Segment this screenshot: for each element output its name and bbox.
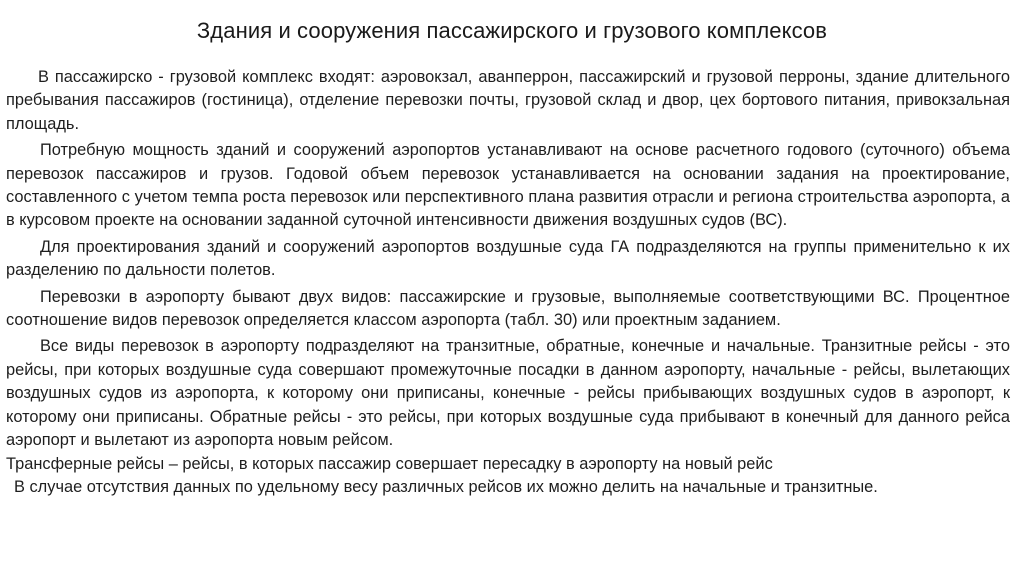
paragraph-aircraft-groups: Для проектирования зданий и сооружений аэропортов воздушные суда ГА подразделяются на группы применительно к их разделению по дальности полетов. (6, 237, 1010, 280)
paragraph-transfer-flights: Трансферные рейсы – рейсы, в которых пассажир совершает пересадку в аэропорту на новый рейс (6, 454, 773, 473)
paragraph-capacity: Потребную мощность зданий и сооружений аэропортов устанавливают на основе расчетного годового (суточного) объема перевозок пассажиров и грузов. Годовой объем перевозок устанавливается на основании задания на проектирование, составленного с учетом темпа роста перевозок или перспективного плана развития отрасли и региона строительства аэропорта, а в курсовом проекте на основании заданной суточной интенсивности движения воздушных судов (ВС). (6, 141, 1010, 230)
paragraph-transport-types: Перевозки в аэропорту бывают двух видов: пассажирские и грузовые, выполняемые соответствующими ВС. Процентное соотношение видов перевозок определяется классом аэропорта (табл. 30) или проектным заданием. (6, 287, 1010, 330)
paragraph-no-data-case: В случае отсутствия данных по удельному весу различных рейсов их можно делить на начальные и транзитные. (14, 477, 878, 496)
paragraph-flight-types: Все виды перевозок в аэропорту подразделяют на транзитные, обратные, конечные и начальные. Транзитные рейсы - это рейсы, при которых воздушные суда совершают промежуточные посадки в данном аэропорту, начальные - рейсы, вылетающих воздушных судов из аэропорта, к которому они приписаны, конечные - рейсы прибывающих воздушных судов в аэропорт, к которому они приписаны. Обратные рейсы - это рейсы, при которых воздушные суда прибывают в конечный для данного рейса аэропорт и вылетают из аэропорта новым рейсом. (6, 337, 1010, 450)
body-text (6, 66, 1010, 502)
paragraph-complex-composition: В пассажирско - грузовой комплекс входят: аэровокзал, аванперрон, пассажирский и грузовой перроны, здание длительного пребывания пассажиров (гостиница), отделение перевозки почты, грузовой склад и двор, цех бортового питания, привокзальная площадь. (6, 68, 1010, 133)
page-title: Здания и сооружения пассажирского и грузового комплексов (196, 18, 828, 43)
